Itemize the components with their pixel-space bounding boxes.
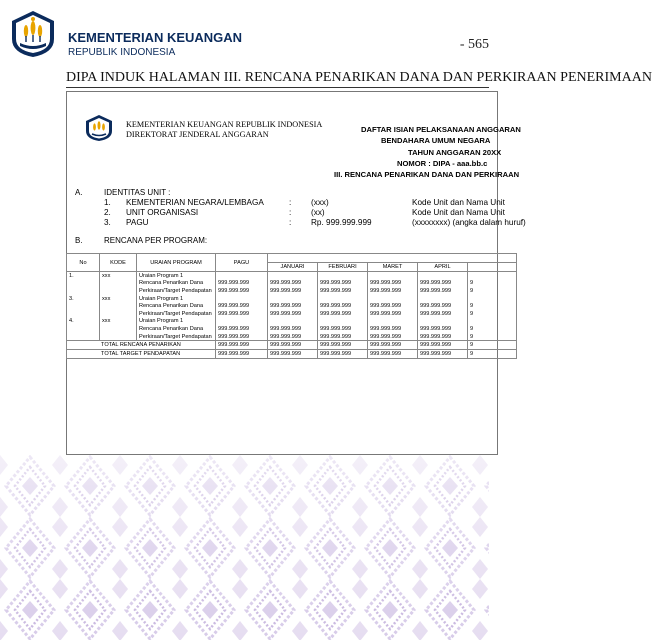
identity-no-2: 2. (104, 208, 111, 217)
total-month-value: 999.999.999 (268, 349, 318, 358)
row-month-value-cut: 9 (468, 302, 517, 310)
section-a-label: IDENTITAS UNIT : (104, 188, 171, 197)
row-month-value (318, 318, 368, 326)
total-label: TOTAL TARGET PENDAPATAN (67, 349, 216, 358)
document-emblem-icon (84, 114, 114, 142)
table-row (67, 295, 517, 303)
row-month-value (418, 318, 468, 326)
identity-colon-1: : (289, 198, 292, 207)
row-pagu: 999.999.999 (216, 302, 268, 310)
row-month-value: 999.999.999 (318, 280, 368, 288)
row-kode (100, 280, 137, 288)
row-uraian: Rencana Penarikan Dana (137, 280, 216, 288)
row-month-value (418, 295, 468, 303)
row-month-value: 999.999.999 (268, 310, 318, 318)
row-month-value-cut (468, 318, 517, 326)
row-month-value: 999.999.999 (418, 325, 468, 333)
total-month-value: 999.999.999 (368, 341, 418, 350)
row-month-value (368, 272, 418, 280)
row-no (67, 325, 100, 333)
row-no (67, 287, 100, 295)
section-b-letter: B. (75, 236, 83, 245)
col-header-month: MARET (368, 263, 418, 272)
total-row (67, 349, 517, 358)
row-pagu: 999.999.999 (216, 310, 268, 318)
row-month-value: 999.999.999 (318, 310, 368, 318)
col-header-uraian: URAIAN PROGRAM (137, 254, 216, 272)
row-pagu: 999.999.999 (216, 280, 268, 288)
col-header-pagu: PAGU (216, 254, 268, 272)
org-line-2: DIREKTORAT JENDERAL ANGGARAN (126, 129, 269, 139)
identity-label-2: UNIT ORGANISASI (126, 208, 199, 217)
total-month-value: 999.999.999 (418, 349, 468, 358)
row-uraian: Rencana Penarikan Dana (137, 325, 216, 333)
slide-title: DIPA INDUK HALAMAN III. RENCANA PENARIKAN DANA DAN PERKIRAAN PENERIMAAN (66, 70, 652, 85)
row-month-value: 999.999.999 (268, 325, 318, 333)
row-month-value: 999.999.999 (418, 302, 468, 310)
row-kode (100, 333, 137, 341)
row-month-value-cut (468, 272, 517, 280)
row-month-value: 999.999.999 (368, 287, 418, 295)
row-month-value: 999.999.999 (368, 302, 418, 310)
ministry-name: KEMENTERIAN KEUANGAN (68, 30, 243, 45)
plan-table (66, 253, 517, 359)
table-row (67, 325, 517, 333)
row-uraian: Perkiraan/Target Pendapatan (137, 333, 216, 341)
row-no (67, 280, 100, 288)
col-header-month: JANUARI (268, 263, 318, 272)
row-kode (100, 302, 137, 310)
row-month-value (368, 295, 418, 303)
table-row (67, 280, 517, 288)
row-pagu (216, 295, 268, 303)
identity-label-1: KEMENTERIAN NEGARA/LEMBAGA (126, 198, 264, 207)
identity-note-3: (xxxxxxxx) (angka dalam huruf) (412, 218, 526, 227)
row-month-value: 999.999.999 (418, 333, 468, 341)
row-month-value: 999.999.999 (418, 287, 468, 295)
row-pagu: 999.999.999 (216, 333, 268, 341)
doc-title-line-5: III. RENCANA PENARIKAN DANA DAN PERKIRAAN (334, 170, 520, 180)
row-uraian: Uraian Program 1 (137, 318, 216, 326)
total-month-value: 9 (468, 341, 517, 350)
row-pagu: 999.999.999 (216, 287, 268, 295)
identity-value-1: (xxx) (311, 198, 329, 207)
col-header-month: APRIL (418, 263, 468, 272)
col-header-kode: KODE (100, 254, 137, 272)
total-label: TOTAL RENCANA PENARIKAN (67, 341, 216, 350)
row-uraian: Uraian Program 1 (137, 295, 216, 303)
total-row (67, 341, 517, 350)
doc-title-line-2: BENDAHARA UMUM NEGARA (381, 136, 491, 146)
total-pagu: 999.999.999 (216, 341, 268, 350)
col-header-month-cut (468, 263, 517, 272)
ministry-subtitle: REPUBLIK INDONESIA (68, 47, 176, 58)
title-divider (66, 87, 489, 88)
row-month-value: 999.999.999 (368, 325, 418, 333)
row-month-value (268, 272, 318, 280)
identity-note-1: Kode Unit dan Nama Unit (412, 198, 505, 207)
row-month-value: 999.999.999 (268, 333, 318, 341)
org-line-1: KEMENTERIAN KEUANGAN REPUBLIK INDONESIA (126, 120, 323, 129)
row-month-value: 999.999.999 (368, 280, 418, 288)
row-no: 1. (67, 272, 100, 280)
row-month-value-cut: 9 (468, 280, 517, 288)
row-month-value: 999.999.999 (268, 287, 318, 295)
total-month-value: 999.999.999 (268, 341, 318, 350)
total-month-value: 999.999.999 (368, 349, 418, 358)
doc-title-line-4: NOMOR : DIPA - aaa.bb.c (397, 158, 488, 168)
identity-label-3: PAGU (126, 218, 149, 227)
row-pagu: 999.999.999 (216, 325, 268, 333)
total-month-value: 999.999.999 (418, 341, 468, 350)
row-uraian: Perkiraan/Target Pendapatan (137, 310, 216, 318)
row-kode: xxx (100, 295, 137, 303)
row-month-value: 999.999.999 (318, 302, 368, 310)
total-month-value: 999.999.999 (318, 341, 368, 350)
row-kode: xxx (100, 318, 137, 326)
doc-title-line-1: DAFTAR ISIAN PELAKSANAAN ANGGARAN (361, 125, 521, 134)
table-row (67, 272, 517, 280)
row-month-value: 999.999.999 (268, 280, 318, 288)
identity-colon-2: : (289, 208, 292, 217)
row-uraian: Uraian Program 1 (137, 272, 216, 280)
page-number: - 565 (459, 37, 489, 52)
row-no (67, 302, 100, 310)
row-month-value: 999.999.999 (268, 302, 318, 310)
table-row (67, 302, 517, 310)
table-row (67, 287, 517, 295)
row-month-value: 999.999.999 (318, 325, 368, 333)
row-month-value-cut: 9 (468, 333, 517, 341)
row-month-value: 999.999.999 (418, 280, 468, 288)
ministry-emblem-icon (8, 9, 58, 59)
row-month-value-cut: 9 (468, 287, 517, 295)
identity-colon-3: : (289, 218, 292, 227)
total-month-value: 9 (468, 349, 517, 358)
col-header-month-group (268, 254, 517, 263)
doc-title-line-3: TAHUN ANGGARAN 20XX (408, 147, 502, 157)
document-title (334, 124, 521, 180)
row-month-value-cut: 9 (468, 325, 517, 333)
plan-table-container (66, 253, 496, 368)
row-month-value (418, 272, 468, 280)
row-no: 3. (67, 295, 100, 303)
row-month-value-cut: 9 (468, 310, 517, 318)
row-uraian: Rencana Penarikan Dana (137, 302, 216, 310)
row-month-value: 999.999.999 (368, 310, 418, 318)
row-kode: xxx (100, 272, 137, 280)
section-b-label: RENCANA PER PROGRAM: (104, 236, 208, 245)
row-month-value (318, 295, 368, 303)
row-month-value: 999.999.999 (368, 333, 418, 341)
row-month-value: 999.999.999 (318, 333, 368, 341)
row-pagu (216, 272, 268, 280)
row-no (67, 333, 100, 341)
row-month-value (268, 295, 318, 303)
row-kode (100, 325, 137, 333)
identity-no-3: 3. (104, 218, 111, 227)
row-month-value-cut (468, 295, 517, 303)
row-month-value (318, 272, 368, 280)
table-row (67, 310, 517, 318)
identity-value-2: (xx) (311, 208, 325, 217)
table-row (67, 318, 517, 326)
row-month-value: 999.999.999 (318, 287, 368, 295)
row-kode (100, 310, 137, 318)
row-no: 4. (67, 318, 100, 326)
identity-value-3: Rp. 999.999.999 (311, 218, 372, 227)
col-header-no: No (67, 254, 100, 272)
identity-note-2: Kode Unit dan Nama Unit (412, 208, 505, 217)
organization-name (126, 120, 322, 139)
row-uraian: Perkiraan/Target Pendapatan (137, 287, 216, 295)
section-a-letter: A. (75, 188, 83, 197)
row-month-value: 999.999.999 (418, 310, 468, 318)
row-month-value (368, 318, 418, 326)
identity-no-1: 1. (104, 198, 111, 207)
total-month-value: 999.999.999 (318, 349, 368, 358)
ministry-header (0, 0, 489, 64)
row-no (67, 310, 100, 318)
ikat-batik-pattern-icon (0, 455, 489, 640)
row-kode (100, 287, 137, 295)
total-pagu: 999.999.999 (216, 349, 268, 358)
col-header-month: FEBRUARI (318, 263, 368, 272)
row-month-value (268, 318, 318, 326)
table-row (67, 333, 517, 341)
row-pagu (216, 318, 268, 326)
